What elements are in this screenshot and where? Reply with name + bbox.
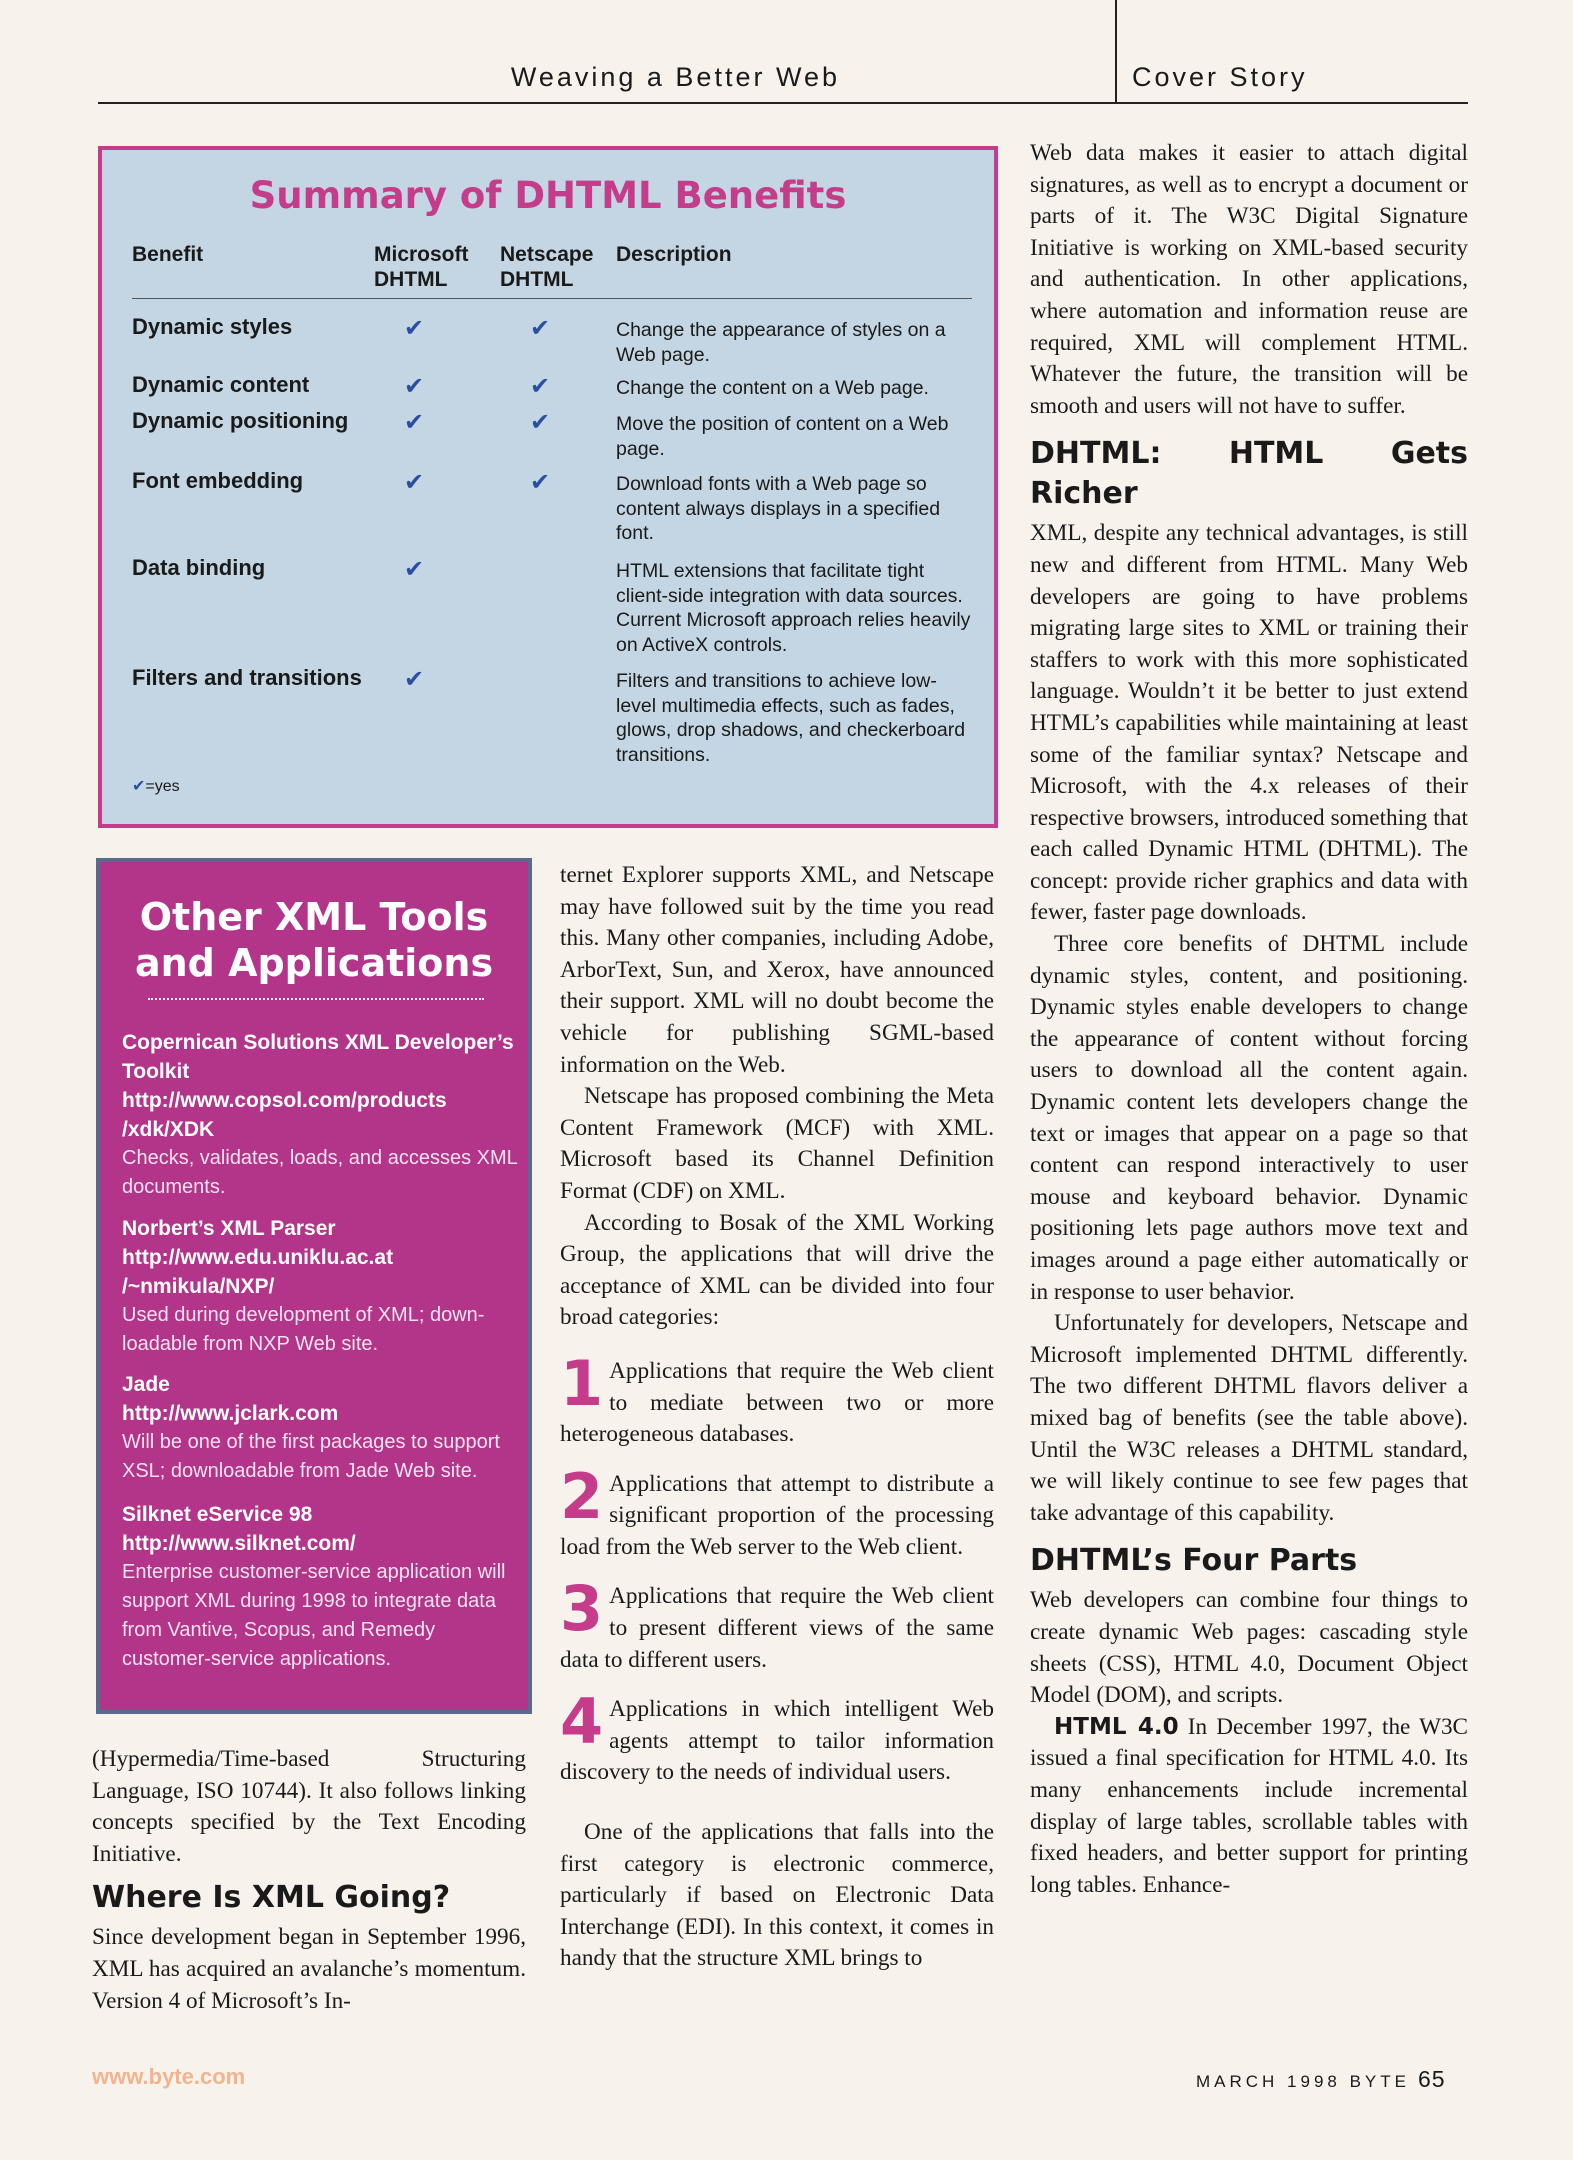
description-cell: Change the content on a Web page. bbox=[616, 377, 929, 399]
item-text: Applications that require the Web client to present different views of the same data to different users. bbox=[560, 1583, 994, 1673]
xml-tools-sidebar bbox=[96, 858, 532, 1714]
check-icon: ✔ bbox=[530, 469, 551, 496]
paragraph: Web data makes it easier to attach digital signatures, as well as to encrypt a document or parts of it. The W3C Digital Signature Initiative is working on XML-based security and authentication. In other applications, where automation and information reuse are required, XML will complement HTML. Whatever the future, the transition will be smooth and users will not have to suffer. bbox=[1030, 140, 1468, 419]
paragraph: One of the applications that falls into the first category is electronic commerce, particularly if based on Electronic Data Interchange (EDI). In this context, it comes in handy that the structure XML brings to bbox=[560, 1819, 994, 1972]
check-icon: ✔ bbox=[404, 315, 425, 342]
description-cell: Download fonts with a Web page so content always displays in a specified font. bbox=[616, 473, 941, 544]
item-text: Applications that require the Web client to mediate between two or more heterogeneous databases. bbox=[560, 1357, 994, 1448]
benefit-cell: Filters and transitions bbox=[132, 665, 362, 690]
benefit-cell: Dynamic styles bbox=[132, 314, 293, 339]
paragraph: HTML 4.0 In December 1997, the W3C issued a final specification for HTML 4.0. Its many enhancements include incremental display of large tables, scrollable tables with fixed headers, and better support for printing long tables. Enhance- bbox=[1030, 1713, 1469, 1898]
check-icon: ✔ bbox=[404, 469, 425, 496]
col-header-microsoft: Microsoft DHTML bbox=[374, 243, 469, 291]
tool-description: Will be one of the first packages to support XSL; downloadable from Jade Web site. bbox=[122, 1431, 500, 1482]
item-number: 3 bbox=[560, 1572, 604, 1646]
paragraph: XML, despite any technical advantages, is still new and different from HTML. Many Web developers are going to have problems migrating large sites to XML or training their staffers to work with this more sophisticated language. Wouldn’t it be better to just extend HTML’s capabilities while maintaining at least some of the familiar syntax? Netscape and Microsoft, with the 4.x releases of their respective browsers, introduced something that each called Dynamic HTML (DHTML). The concept: provide richer graphics and data with fewer, faster page downloads. bbox=[1030, 520, 1468, 926]
check-icon: ✔ bbox=[404, 666, 425, 693]
description-cell: Change the appearance of styles on a Web page. bbox=[616, 319, 946, 366]
description-cell: HTML extensions that facilitate tight client-side integration with data sources. Current Microsoft approach relies heavily on ActiveX controls. bbox=[616, 560, 971, 656]
paragraph: Three core benefits of DHTML include dynamic styles, content, and positioning. Dynamic styles enable developers to change the appearance of content without forcing users to download all the content again. Dynamic content lets developers change the text or images that appear on a page so that content can respond interactively to user mouse and keyboard behavior. Dynamic positioning lets page authors move text and images around a page either automatically or in response to user behavior. bbox=[1030, 931, 1468, 1305]
paragraph: Since development began in September 1996, XML has acquired an avalanche’s momentum. Version 4 of Microsoft’s In- bbox=[92, 1924, 526, 2014]
tool-name: Copernican Solutions XML Developer’s Toolkit bbox=[122, 1031, 514, 1083]
col-header-description: Description bbox=[616, 243, 732, 266]
check-icon: ✔ bbox=[404, 556, 425, 583]
section-heading: DHTML’s Four Parts bbox=[1030, 1543, 1358, 1579]
check-icon: ✔ bbox=[530, 315, 551, 342]
item-text: Applications that attempt to distribute a significant proportion of the processing load from the Web server to the Web client. bbox=[560, 1470, 994, 1560]
check-icon: ✔ bbox=[530, 373, 551, 400]
tool-entry bbox=[122, 1214, 522, 1359]
footer-folio bbox=[1196, 2066, 1446, 2093]
footer-url: www.byte.com bbox=[92, 2064, 246, 2089]
paragraph: ternet Explorer supports XML, and Netscape may have followed suit by the time you read this. Many other companies, including Adobe, ArborText, Sun, and Xerox, have announced their support. XML will no doubt become the vehicle for publishing SGML-based information on the Web. bbox=[560, 862, 994, 1078]
numbered-item bbox=[560, 1685, 994, 1789]
category-label: Cover Story bbox=[1132, 62, 1308, 92]
check-icon: ✔ bbox=[404, 409, 425, 436]
run-in-heading: HTML 4.0 bbox=[1054, 1713, 1179, 1740]
issue-label: MARCH 1998 BYTE bbox=[1196, 2072, 1410, 2091]
middle-column bbox=[560, 860, 994, 1975]
running-header bbox=[98, 58, 1468, 104]
benefit-cell: Data binding bbox=[132, 555, 266, 580]
description-cell: Filters and transitions to achieve low-level multimedia effects, such as fades, glows, drop shadows, and checkerboard transitions. bbox=[616, 670, 966, 766]
tool-url: http://www.copsol.com/products /xdk/XDK bbox=[122, 1089, 447, 1141]
header-divider bbox=[1115, 0, 1117, 102]
sidebar-title: Other XML Tools and Applications bbox=[134, 895, 494, 985]
description-cell: Move the position of content on a Web page. bbox=[616, 413, 949, 460]
table-legend: ✔=yes bbox=[132, 778, 180, 795]
benefit-cell: Dynamic positioning bbox=[132, 408, 349, 433]
paragraph: Web developers can combine four things to create dynamic Web pages: cascading style sheets (CSS), HTML 4.0, Document Object Model (DOM), and scripts. bbox=[1030, 1587, 1468, 1709]
tool-entry bbox=[122, 1500, 522, 1674]
paragraph: Netscape has proposed combining the Meta Content Framework (MCF) with XML. Microsoft based its Channel Definition Format (CDF) on XML. bbox=[560, 1083, 994, 1204]
section-heading: Where Is XML Going? bbox=[92, 1880, 451, 1916]
check-icon: ✔ bbox=[132, 778, 146, 795]
section-title: Weaving a Better Web bbox=[510, 62, 840, 92]
tool-url: http://www.edu.uniklu.ac.at /~nmikula/NXP/ bbox=[122, 1246, 394, 1298]
check-icon: ✔ bbox=[404, 373, 425, 400]
header-rule bbox=[132, 298, 972, 299]
right-column bbox=[1030, 138, 1468, 1901]
tool-entry bbox=[122, 1370, 522, 1486]
tool-name: Norbert’s XML Parser bbox=[122, 1217, 336, 1240]
tool-description: Checks, validates, loads, and accesses XML documents. bbox=[122, 1147, 518, 1198]
section-heading: DHTML: HTML Gets Richer bbox=[1030, 436, 1468, 512]
tool-name: Silknet eService 98 bbox=[122, 1503, 313, 1526]
tool-name: Jade bbox=[122, 1373, 170, 1396]
paragraph: Unfortunately for developers, Netscape and Microsoft implemented DHTML differently. The two different DHTML flavors deliver a mixed bag of benefits (see the table above). Until the W3C releases a DHTML standard, we will likely continue to see few pages that take advantage of this capability. bbox=[1030, 1310, 1468, 1526]
item-text: Applications in which intelligent Web agents attempt to tailor information discovery to the needs of individual users. bbox=[560, 1696, 994, 1786]
col-header-benefit: Benefit bbox=[132, 243, 204, 266]
col-header-netscape: Netscape DHTML bbox=[500, 243, 594, 291]
item-number: 2 bbox=[560, 1459, 604, 1533]
tool-url: http://www.jclark.com bbox=[122, 1402, 339, 1425]
page-number: 65 bbox=[1418, 2066, 1446, 2092]
numbered-item bbox=[560, 1459, 994, 1564]
paragraph: According to Bosak of the XML Working Group, the applications that will drive the acceptance of XML can be divided into four broad categories: bbox=[560, 1209, 994, 1331]
tool-entry bbox=[122, 1028, 522, 1202]
benefit-cell: Font embedding bbox=[132, 468, 304, 493]
item-number: 1 bbox=[560, 1346, 604, 1420]
check-icon: ✔ bbox=[530, 409, 551, 436]
tool-url: http://www.silknet.com/ bbox=[122, 1532, 356, 1555]
tool-description: Enterprise customer-service application will support XML during 1998 to integrate data from Vantive, Scopus, and Remedy customer-service applications. bbox=[122, 1561, 506, 1670]
benefit-cell: Dynamic content bbox=[132, 372, 310, 397]
dhtml-benefits-table bbox=[98, 146, 998, 828]
item-number: 4 bbox=[560, 1685, 604, 1759]
dotted-divider bbox=[148, 998, 484, 1000]
left-column bbox=[92, 1744, 526, 2017]
tool-description: Used during development of XML; down-loadable from NXP Web site. bbox=[122, 1304, 485, 1355]
numbered-item bbox=[560, 1346, 994, 1451]
numbered-item bbox=[560, 1572, 994, 1676]
paragraph: (Hypermedia/Time-based Structuring Language, ISO 10744). It also follows linking concepts specified by the Text Encoding Initiative. bbox=[92, 1746, 526, 1867]
table-title: Summary of DHTML Benefits bbox=[249, 174, 847, 217]
